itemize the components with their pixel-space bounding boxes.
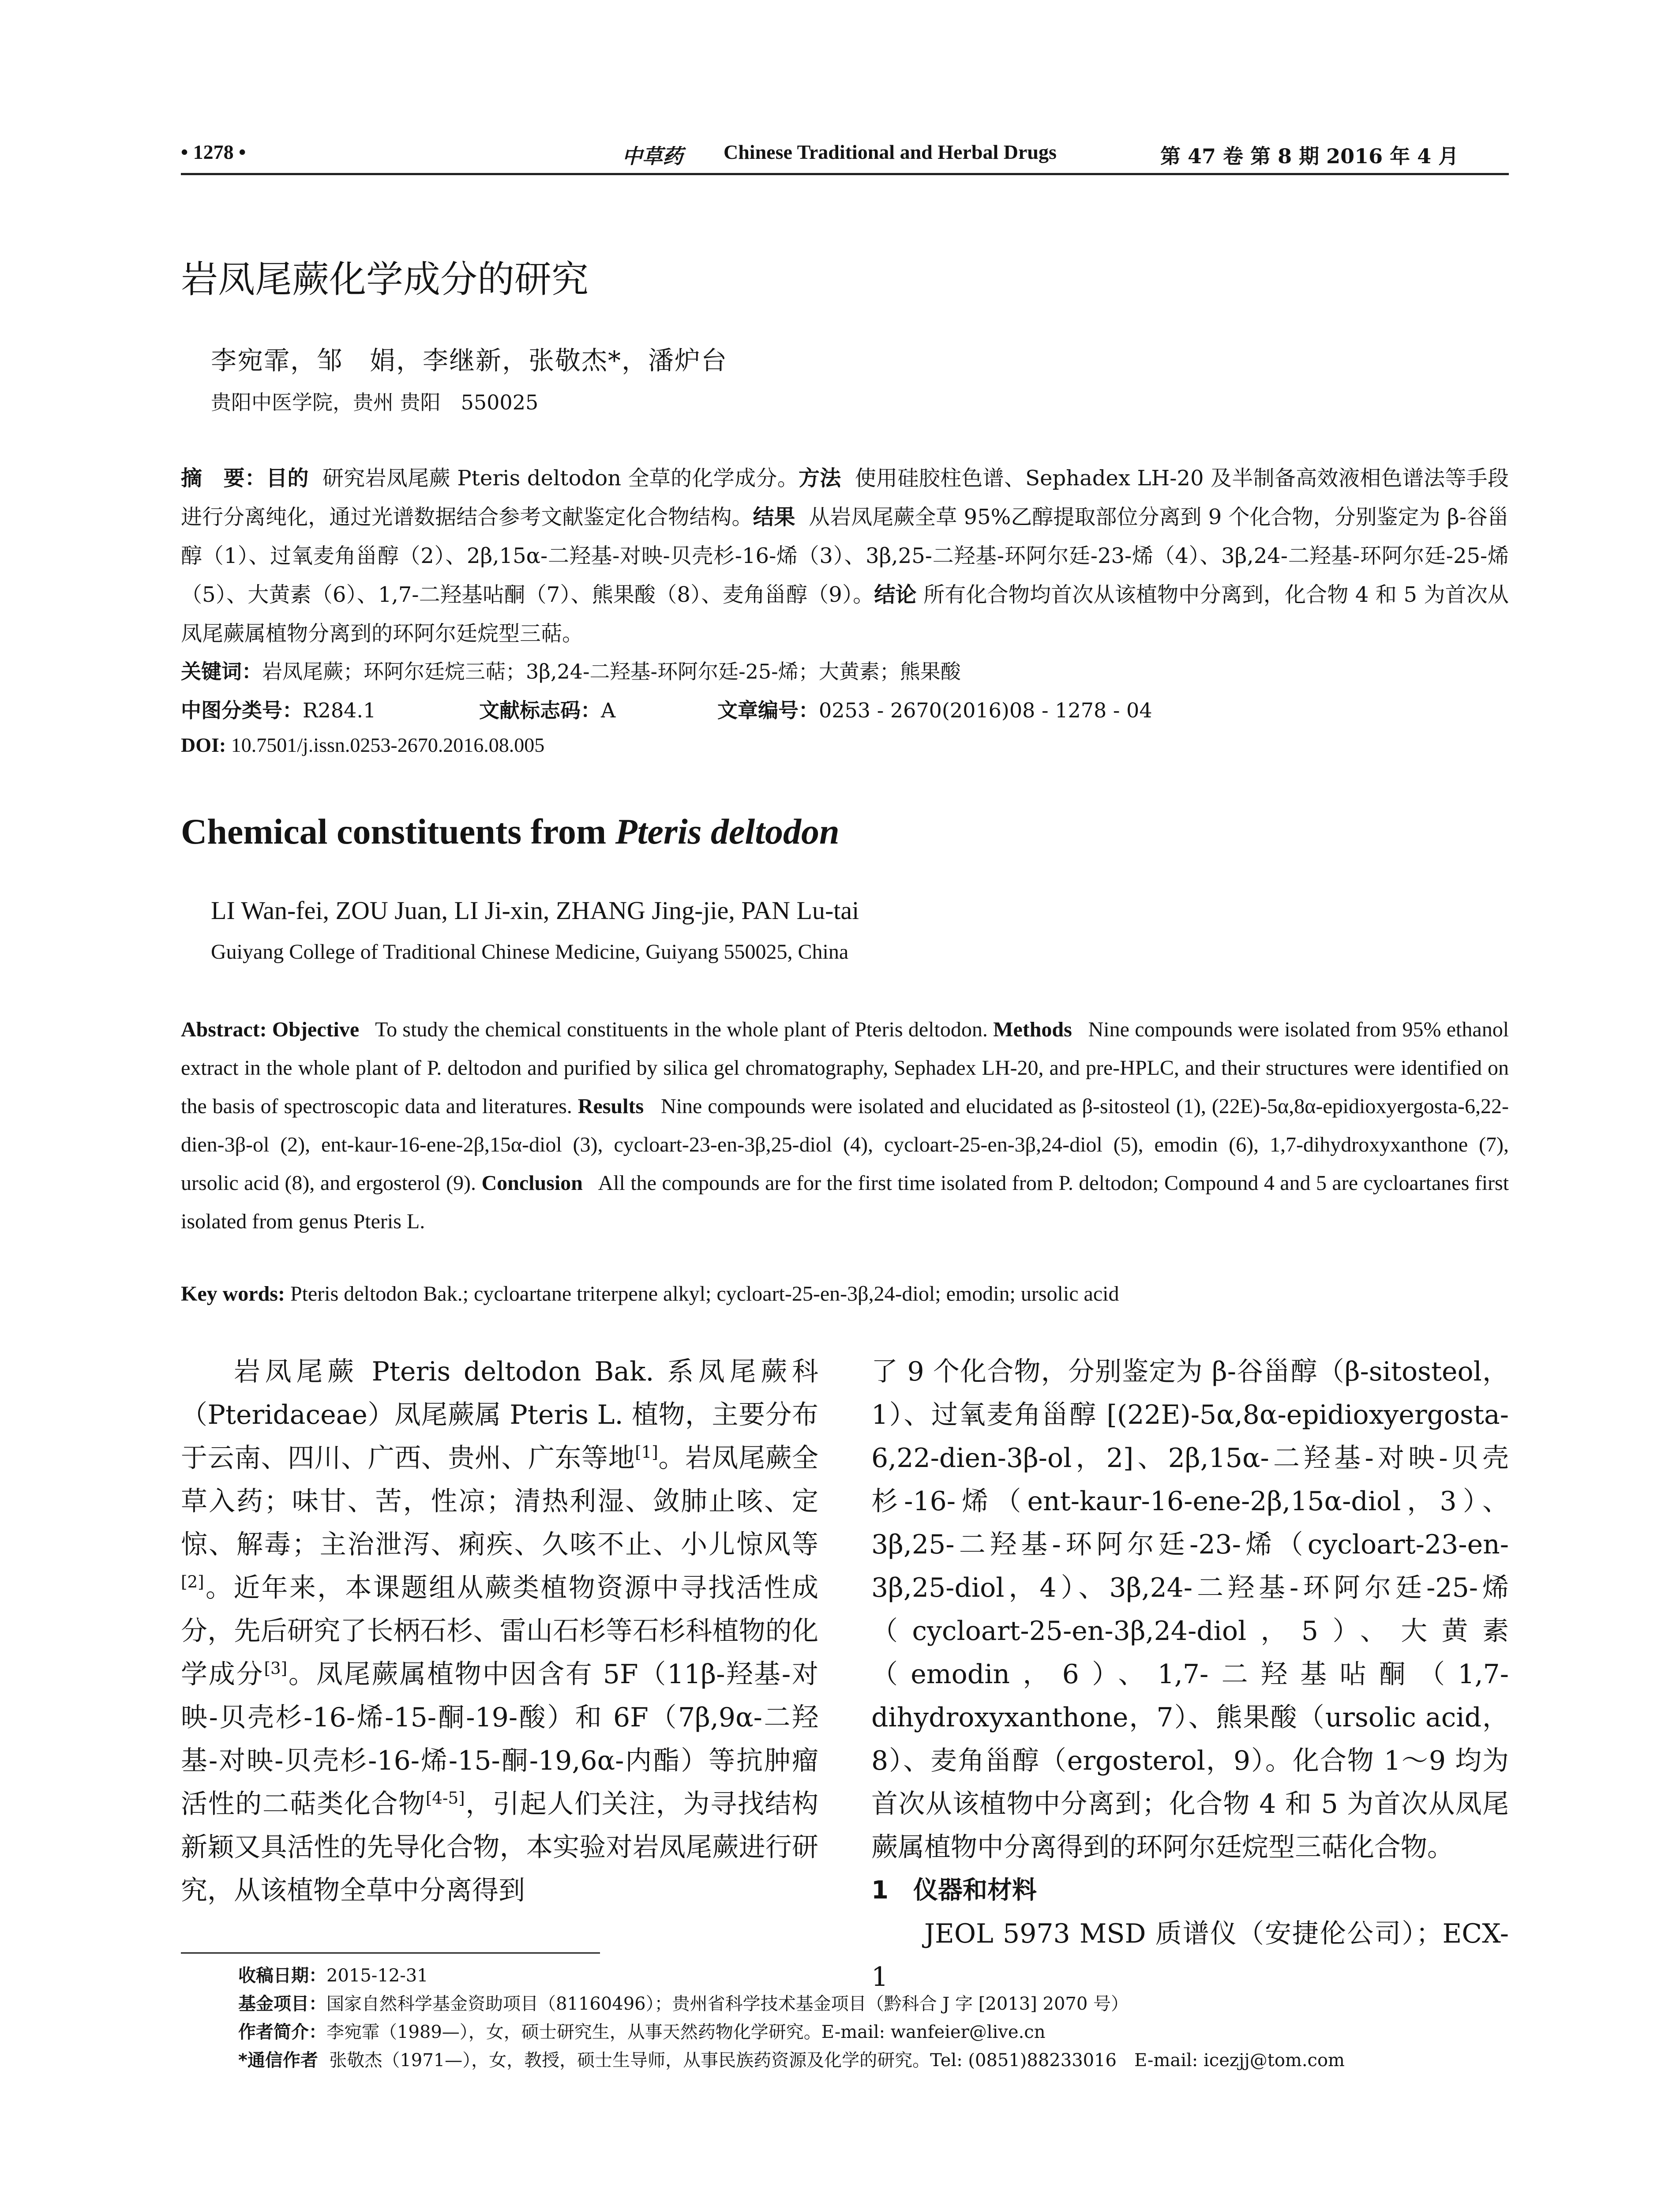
fund-text: 国家自然科学基金资助项目（81160496）；贵州省科学技术基金项目（黔科合 J 字 [2013] 2070 号） bbox=[326, 1994, 1129, 2014]
keywords-text-en: Pteris deltodon Bak.; cycloartane triterpene alkyl; cycloart-25-en-3β,24-diol; emodin; ursolic acid bbox=[290, 1282, 1119, 1306]
corresponding-label: *通信作者 bbox=[238, 2050, 318, 2071]
classification-line bbox=[181, 694, 1509, 724]
intro-text-4: 。凤尾蕨属植物中因含有 5F（11β-羟基-对映-贝壳杉-16-烯-15-酮-19-酸）和 6F（7β,9α-二羟基-对映-贝壳杉-16-烯-15-酮-19,6α-内酯）等抗肿瘤活性的二萜类化合物 bbox=[181, 1659, 818, 1820]
section-heading: 1 仪器和材料 bbox=[871, 1876, 1037, 1905]
article-title-en bbox=[181, 811, 840, 852]
keywords-label-cn: 关键词： bbox=[181, 660, 262, 683]
article-title-cn: 岩凤尾蕨化学成分的研究 bbox=[181, 258, 589, 301]
doi-label: DOI: bbox=[181, 734, 226, 756]
footnote-corresponding bbox=[238, 2046, 1509, 2075]
title-en-prefix: Chemical constituents from bbox=[181, 811, 615, 852]
affiliation-cn: 贵阳中医学院，贵州 贵阳 550025 bbox=[211, 390, 539, 414]
methods-label-en: Methods bbox=[993, 1018, 1072, 1041]
citation-ref[interactable]: [1] bbox=[635, 1442, 658, 1462]
journal-name-en: Chinese Traditional and Herbal Drugs bbox=[724, 141, 1057, 163]
footnote-received bbox=[238, 1962, 1509, 1990]
methods-label-cn: 方法 bbox=[799, 466, 841, 491]
journal-volume: 第 47 卷 第 8 期 2016 年 4 月 bbox=[1160, 144, 1459, 168]
instruments-paragraph: JEOL 5973 MSD 质谱仪（安捷伦公司）；ECX-1 bbox=[871, 1918, 1509, 1992]
received-date: 2015-12-31 bbox=[326, 1966, 428, 1986]
intro-text-3: 。近年来，本课题组从蕨类植物资源中寻找活性成分，先后研究了长柄石杉、雷山石杉等石杉科植物的化学成分 bbox=[181, 1572, 818, 1690]
footnote-rule bbox=[181, 1952, 600, 1954]
affiliation-en: Guiyang College of Traditional Chinese Medicine, Guiyang 550025, China bbox=[211, 940, 849, 964]
conclusion-text-cn: 所有化合物均首次从该植物中分离到，化合物 4 和 5 为首次从凤尾蕨属植物分离到的环阿尔廷烷型三萜。 bbox=[181, 582, 1509, 646]
keywords-text-cn: 岩凤尾蕨；环阿尔廷烷三萜；3β,24-二羟基-环阿尔廷-25-烯；大黄素；熊果酸 bbox=[262, 660, 961, 683]
header-rule bbox=[181, 173, 1509, 175]
results-label-en: Results bbox=[578, 1095, 644, 1118]
footnotes bbox=[238, 1962, 1509, 2075]
running-header bbox=[181, 140, 1509, 169]
abstract-en bbox=[181, 1010, 1509, 1241]
results-label-cn: 结果 bbox=[753, 505, 795, 529]
intro-text-5: ，引起人们关注，为寻找结构新颖又具活性的先导化合物，本实验对岩凤尾蕨进行研究，从该植物全草中分离得到 bbox=[181, 1789, 818, 1906]
clc-value: R284.1 bbox=[303, 698, 376, 722]
methods-text-cn: 使用硅胶柱色谱、Sephadex LH-20 及半制备高效液相色谱法等手段进行分离纯化，通过光谱数据结合参考文献鉴定化合物结构。 bbox=[181, 466, 1509, 529]
abstract-cn bbox=[181, 459, 1509, 653]
intro-continued: 了 9 个化合物，分别鉴定为 β-谷甾醇（β-sitosteol，1）、过氧麦角甾醇 [(22E)-5α,8α-epidioxyergosta-6,22-dien-3β-ol，2]、2β,15α-二羟基-对映-贝壳杉-16-烯（ent-kaur-16-ene-2β,15α-diol，3）、3β,25-二羟基-环阿尔廷-23-烯（cycloart-23-en-3β,25-diol，4）、3β,24-二羟基-环阿尔廷-25-烯（cycloart-25-en-3β,24-diol，5）、大黄素（emodin，6）、1,7-二羟基呫酮（1,7-dihydroxyxanthone，7）、熊果酸（ursolic acid，8）、麦角甾醇（ergosterol，9）。化合物 1～9 均为首次从该植物中分离到；化合物 4 和 5 为首次从凤尾蕨属植物中分离得到的环阿尔廷烷型三萜化合物。 bbox=[871, 1356, 1509, 1863]
abstract-label-en: Abstract: bbox=[181, 1018, 267, 1041]
methods-text-en: Nine compounds were isolated from 95% ethanol extract in the whole plant of P. deltodon and purified by silica gel chromatography, Sephadex LH-20, and pre-HPLC, and their structures were identified on the basis of spectroscopic data and literatures. bbox=[181, 1018, 1509, 1118]
intro-text-1: 岩凤尾蕨 Pteris deltodon Bak. 系凤尾蕨科（Pteridaceae）凤尾蕨属 Pteris L. 植物，主要分布于云南、四川、广西、贵州、广东等地 bbox=[181, 1356, 818, 1474]
authors-en: LI Wan-fei, ZOU Juan, LI Ji-xin, ZHANG Jing-jie, PAN Lu-tai bbox=[211, 896, 859, 925]
journal-name-cn: 中草药 bbox=[622, 144, 683, 168]
results-text-en: Nine compounds were isolated and elucidated as β-sitosteol (1), (22E)-5α,8α-epidioxyergosta-6,22-dien-3β-ol (2), ent-kaur-16-ene-2β,15α-diol (3), cycloart-23-en-3β,25-diol (4), cycloart-25-en-3β,24-diol (5), emodin (6), 1,7-dihydroxyxanthone (7), ursolic acid (8), and ergosterol (9). bbox=[181, 1095, 1509, 1195]
objective-text-cn: 研究岩凤尾蕨 Pteris deltodon 全草的化学成分。 bbox=[322, 466, 799, 491]
doc-code-label: 文献标志码： bbox=[479, 698, 601, 722]
clc-label: 中图分类号： bbox=[181, 698, 303, 722]
corresponding-text: 张敬杰（1971—），女，教授，硕士生导师，从事民族药资源及化学的研究。Tel: (0851)88233016 E-mail: icezjj@tom.com bbox=[329, 2050, 1345, 2071]
citation-ref[interactable]: [3] bbox=[264, 1658, 288, 1678]
intro-text-2: 。岩凤尾蕨全草入药；味甘、苦，性凉；清热利湿、敛肺止咳、定惊、解毒；主治泄泻、痢疾、久咳不止、小儿惊风等 bbox=[181, 1443, 819, 1560]
conclusion-text-en: All the compounds are for the first time isolated from P. deltodon; Compound 4 and 5 are cycloartanes first isolated from genus Pteris L. bbox=[181, 1171, 1509, 1233]
author-text: 李宛霏（1989—），女，硕士研究生，从事天然药物化学研究。E-mail: wanfeier@live.cn bbox=[326, 2022, 1046, 2042]
page-number: • 1278 • bbox=[181, 141, 246, 163]
conclusion-label-en: Conclusion bbox=[481, 1171, 583, 1195]
objective-label-cn: 目的 bbox=[266, 466, 309, 491]
intro-paragraph bbox=[181, 1350, 818, 1912]
doi-value[interactable]: 10.7501/j.issn.0253-2670.2016.08.005 bbox=[231, 734, 545, 756]
title-en-species: Pteris deltodon bbox=[615, 811, 840, 852]
article-number-label: 文章编号： bbox=[717, 698, 819, 722]
body-column-right bbox=[871, 1350, 1509, 1999]
citation-ref[interactable]: [4-5] bbox=[425, 1788, 465, 1808]
doi-line bbox=[181, 733, 544, 757]
abstract-label-cn: 摘 要： bbox=[181, 466, 266, 491]
keywords-cn bbox=[181, 656, 1509, 685]
objective-text-en: To study the chemical constituents in the whole plant of Pteris deltodon. bbox=[375, 1018, 988, 1041]
author-label: 作者简介： bbox=[238, 2022, 326, 2042]
doc-code-value: A bbox=[601, 698, 616, 722]
conclusion-label-cn: 结论 bbox=[874, 582, 917, 607]
fund-label: 基金项目： bbox=[238, 1994, 326, 2014]
citation-ref[interactable]: [2] bbox=[181, 1572, 204, 1591]
footnote-author bbox=[238, 2018, 1509, 2046]
article-number-value: 0253 - 2670(2016)08 - 1278 - 04 bbox=[819, 698, 1152, 722]
objective-label-en: Objective bbox=[272, 1018, 360, 1041]
body-column-left bbox=[181, 1350, 818, 1912]
results-text-cn: 从岩凤尾蕨全草 95%乙醇提取部位分离到 9 个化合物，分别鉴定为 β-谷甾醇（1）、过氧麦角甾醇（2）、2β,15α-二羟基-对映-贝壳杉-16-烯（3）、3β,25-二羟基-环阿尔廷-23-烯（4）、3β,24-二羟基-环阿尔廷-25-烯（5）、大黄素（6）、1,7-二羟基呫酮（7）、熊果酸（8）、麦角甾醇（9）。 bbox=[181, 505, 1509, 607]
keywords-label-en: Key words: bbox=[181, 1282, 285, 1306]
keywords-en bbox=[181, 1282, 1509, 1306]
received-label: 收稿日期： bbox=[238, 1966, 326, 1986]
footnote-fund bbox=[238, 1990, 1509, 2018]
authors-cn: 李宛霏，邹 娟，李继新，张敬杰*，潘炉台 bbox=[211, 345, 728, 375]
